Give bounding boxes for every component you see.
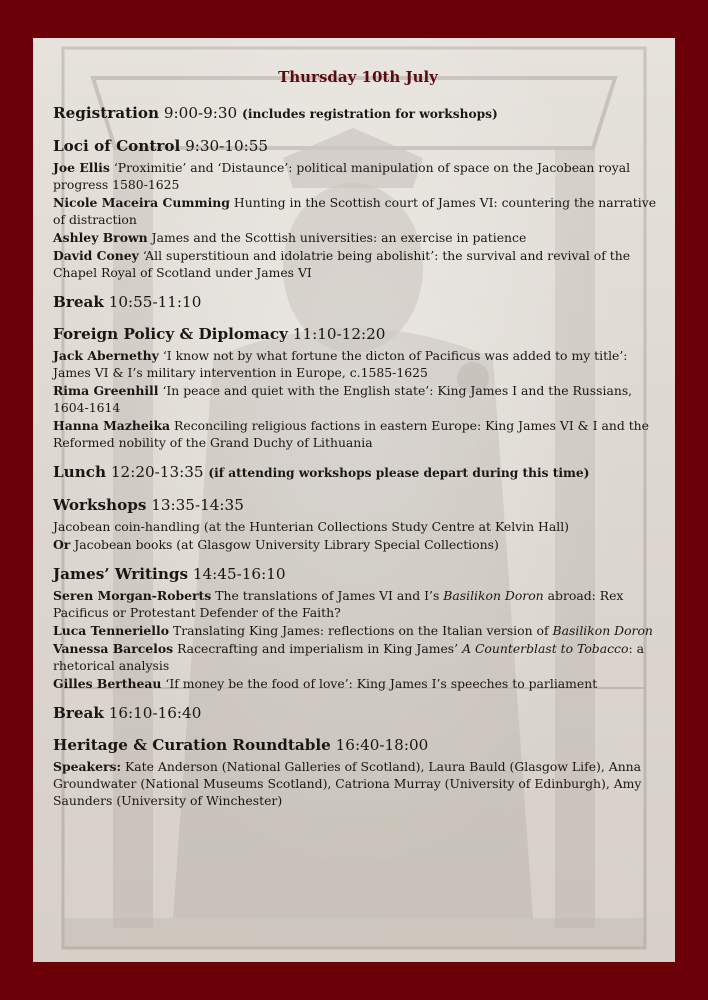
lunch-section [53, 461, 663, 484]
book-title: A Counterblast to Tobacco [462, 641, 629, 656]
talk-item [53, 587, 663, 621]
session-name: Heritage & Curation Roundtable [53, 736, 331, 754]
session-name: Loci of Control [53, 137, 181, 155]
talk-item [53, 417, 663, 451]
session-name: Break [53, 704, 104, 722]
heritage-section [53, 734, 663, 809]
talk-title: ‘I know not by what fortune the dicton of Pacificus was added to my title’: James VI & I’s military intervention in Europe, c.1585-1625 [53, 348, 628, 380]
session-name: James’ Writings [53, 565, 189, 583]
talk-speaker: Jack Abernethy [53, 348, 159, 363]
break2-heading [53, 702, 663, 724]
session-time: 9:00-9:30 [163, 104, 238, 122]
talk-title: ‘All superstitioun and idolatrie being abolishit’: the survival and revival of the Chapel Royal of Scotland under James VI [53, 248, 631, 280]
session-time: 14:45-16:10 [192, 565, 286, 583]
talk-speaker: Vanessa Barcelos [53, 641, 174, 656]
speakers-label: Speakers: [53, 759, 122, 774]
talk-title: Hunting in the Scottish court of James VI: countering the narrative of distraction [53, 195, 657, 227]
talk-title: James and the Scottish universities: an exercise in patience [151, 230, 527, 245]
talk-speaker: Joe Ellis [53, 160, 110, 175]
workshops-section [53, 494, 663, 553]
writings-heading [53, 563, 663, 585]
session-time: 16:10-16:40 [108, 704, 202, 722]
talk-item [53, 194, 663, 228]
speakers-list: Kate Anderson (National Galleries of Scotland), Laura Bauld (Glasgow Life), Anna Groundwater (National Museums Scotland), Catriona Murray (University of Edinburgh), Amy Saunders (University of Winchester) [53, 759, 642, 808]
loci-section [53, 135, 663, 281]
session-time: 11:10-12:20 [292, 325, 386, 343]
talk-title: Racecrafting and imperialism in King James’ [177, 641, 459, 656]
talk-title: ‘In peace and quiet with the English state’: King James I and the Russians, 1604-1614 [53, 383, 633, 415]
talk-item [53, 347, 663, 381]
talk-speaker: Seren Morgan-Roberts [53, 588, 212, 603]
day-title: Thursday 10th July [278, 68, 438, 86]
break1-heading [53, 291, 663, 313]
talk-title: Translating King James: reflections on the Italian version of [172, 623, 549, 638]
book-title: Basilikon Doron [443, 588, 544, 603]
foreign-section [53, 323, 663, 451]
talk-speaker: David Coney [53, 248, 139, 263]
session-time: 9:30-10:55 [185, 137, 269, 155]
foreign-heading [53, 323, 663, 345]
session-time: 10:55-11:10 [108, 293, 202, 311]
session-name: Registration [53, 104, 160, 122]
book-title: Basilikon Doron [552, 623, 653, 638]
session-note: (if attending workshops please depart during this time) [208, 466, 590, 480]
talk-item [53, 382, 663, 416]
talk-title: ‘Proximitie’ and ‘Distaunce’: political manipulation of space on the Jacobean royal progress 1580-1625 [53, 160, 631, 192]
session-name: Workshops [53, 496, 147, 514]
talk-speaker: Gilles Bertheau [53, 676, 162, 691]
talk-item [53, 675, 663, 692]
programme-content [53, 68, 663, 819]
loci-heading [53, 135, 663, 157]
session-time: 12:20-13:35 [110, 463, 204, 481]
session-time: 13:35-14:35 [151, 496, 244, 514]
session-note: (includes registration for workshops) [242, 107, 498, 121]
talk-title-rest: abroad: Rex Pacificus or Protestant Defender of the Faith? [53, 588, 624, 620]
talk-title: ‘If money be the food of love’: King James I’s speeches to parliament [165, 676, 598, 691]
talk-item [53, 247, 663, 281]
talk-title-rest: : a rhetorical analysis [53, 641, 644, 673]
heritage-heading [53, 734, 663, 756]
break1-section [53, 291, 663, 313]
workshops-heading [53, 494, 663, 516]
session-name: Lunch [53, 463, 107, 481]
workshop-option-text: Jacobean books (at Glasgow University Library Special Collections) [74, 537, 499, 552]
workshop-option [53, 536, 663, 553]
break2-section [53, 702, 663, 724]
talk-speaker: Ashley Brown [53, 230, 148, 245]
talk-speaker: Nicole Maceira Cumming [53, 195, 230, 210]
talk-title: The translations of James VI and I’s [215, 588, 440, 603]
talk-speaker: Hanna Mazheika [53, 418, 171, 433]
registration-heading [53, 102, 663, 125]
workshop-option: Jacobean coin-handling (at the Hunterian Collections Study Centre at Kelvin Hall) [53, 519, 570, 534]
talk-speaker: Luca Tenneriello [53, 623, 169, 638]
lunch-heading [53, 461, 663, 484]
programme-sheet [33, 38, 675, 962]
talk-item [53, 640, 663, 674]
registration-section [53, 102, 663, 125]
talk-speaker: Rima Greenhill [53, 383, 159, 398]
roundtable-speakers [53, 758, 663, 809]
writings-section [53, 563, 663, 692]
or-label: Or [53, 537, 71, 552]
session-name: Break [53, 293, 104, 311]
talk-item [53, 622, 663, 639]
session-name: Foreign Policy & Diplomacy [53, 325, 288, 343]
talk-item [53, 159, 663, 193]
talk-title: Reconciling religious factions in eastern Europe: King James VI & I and the Reformed nobility of the Grand Duchy of Lithuania [53, 418, 649, 450]
talk-item [53, 229, 663, 246]
session-time: 16:40-18:00 [335, 736, 429, 754]
